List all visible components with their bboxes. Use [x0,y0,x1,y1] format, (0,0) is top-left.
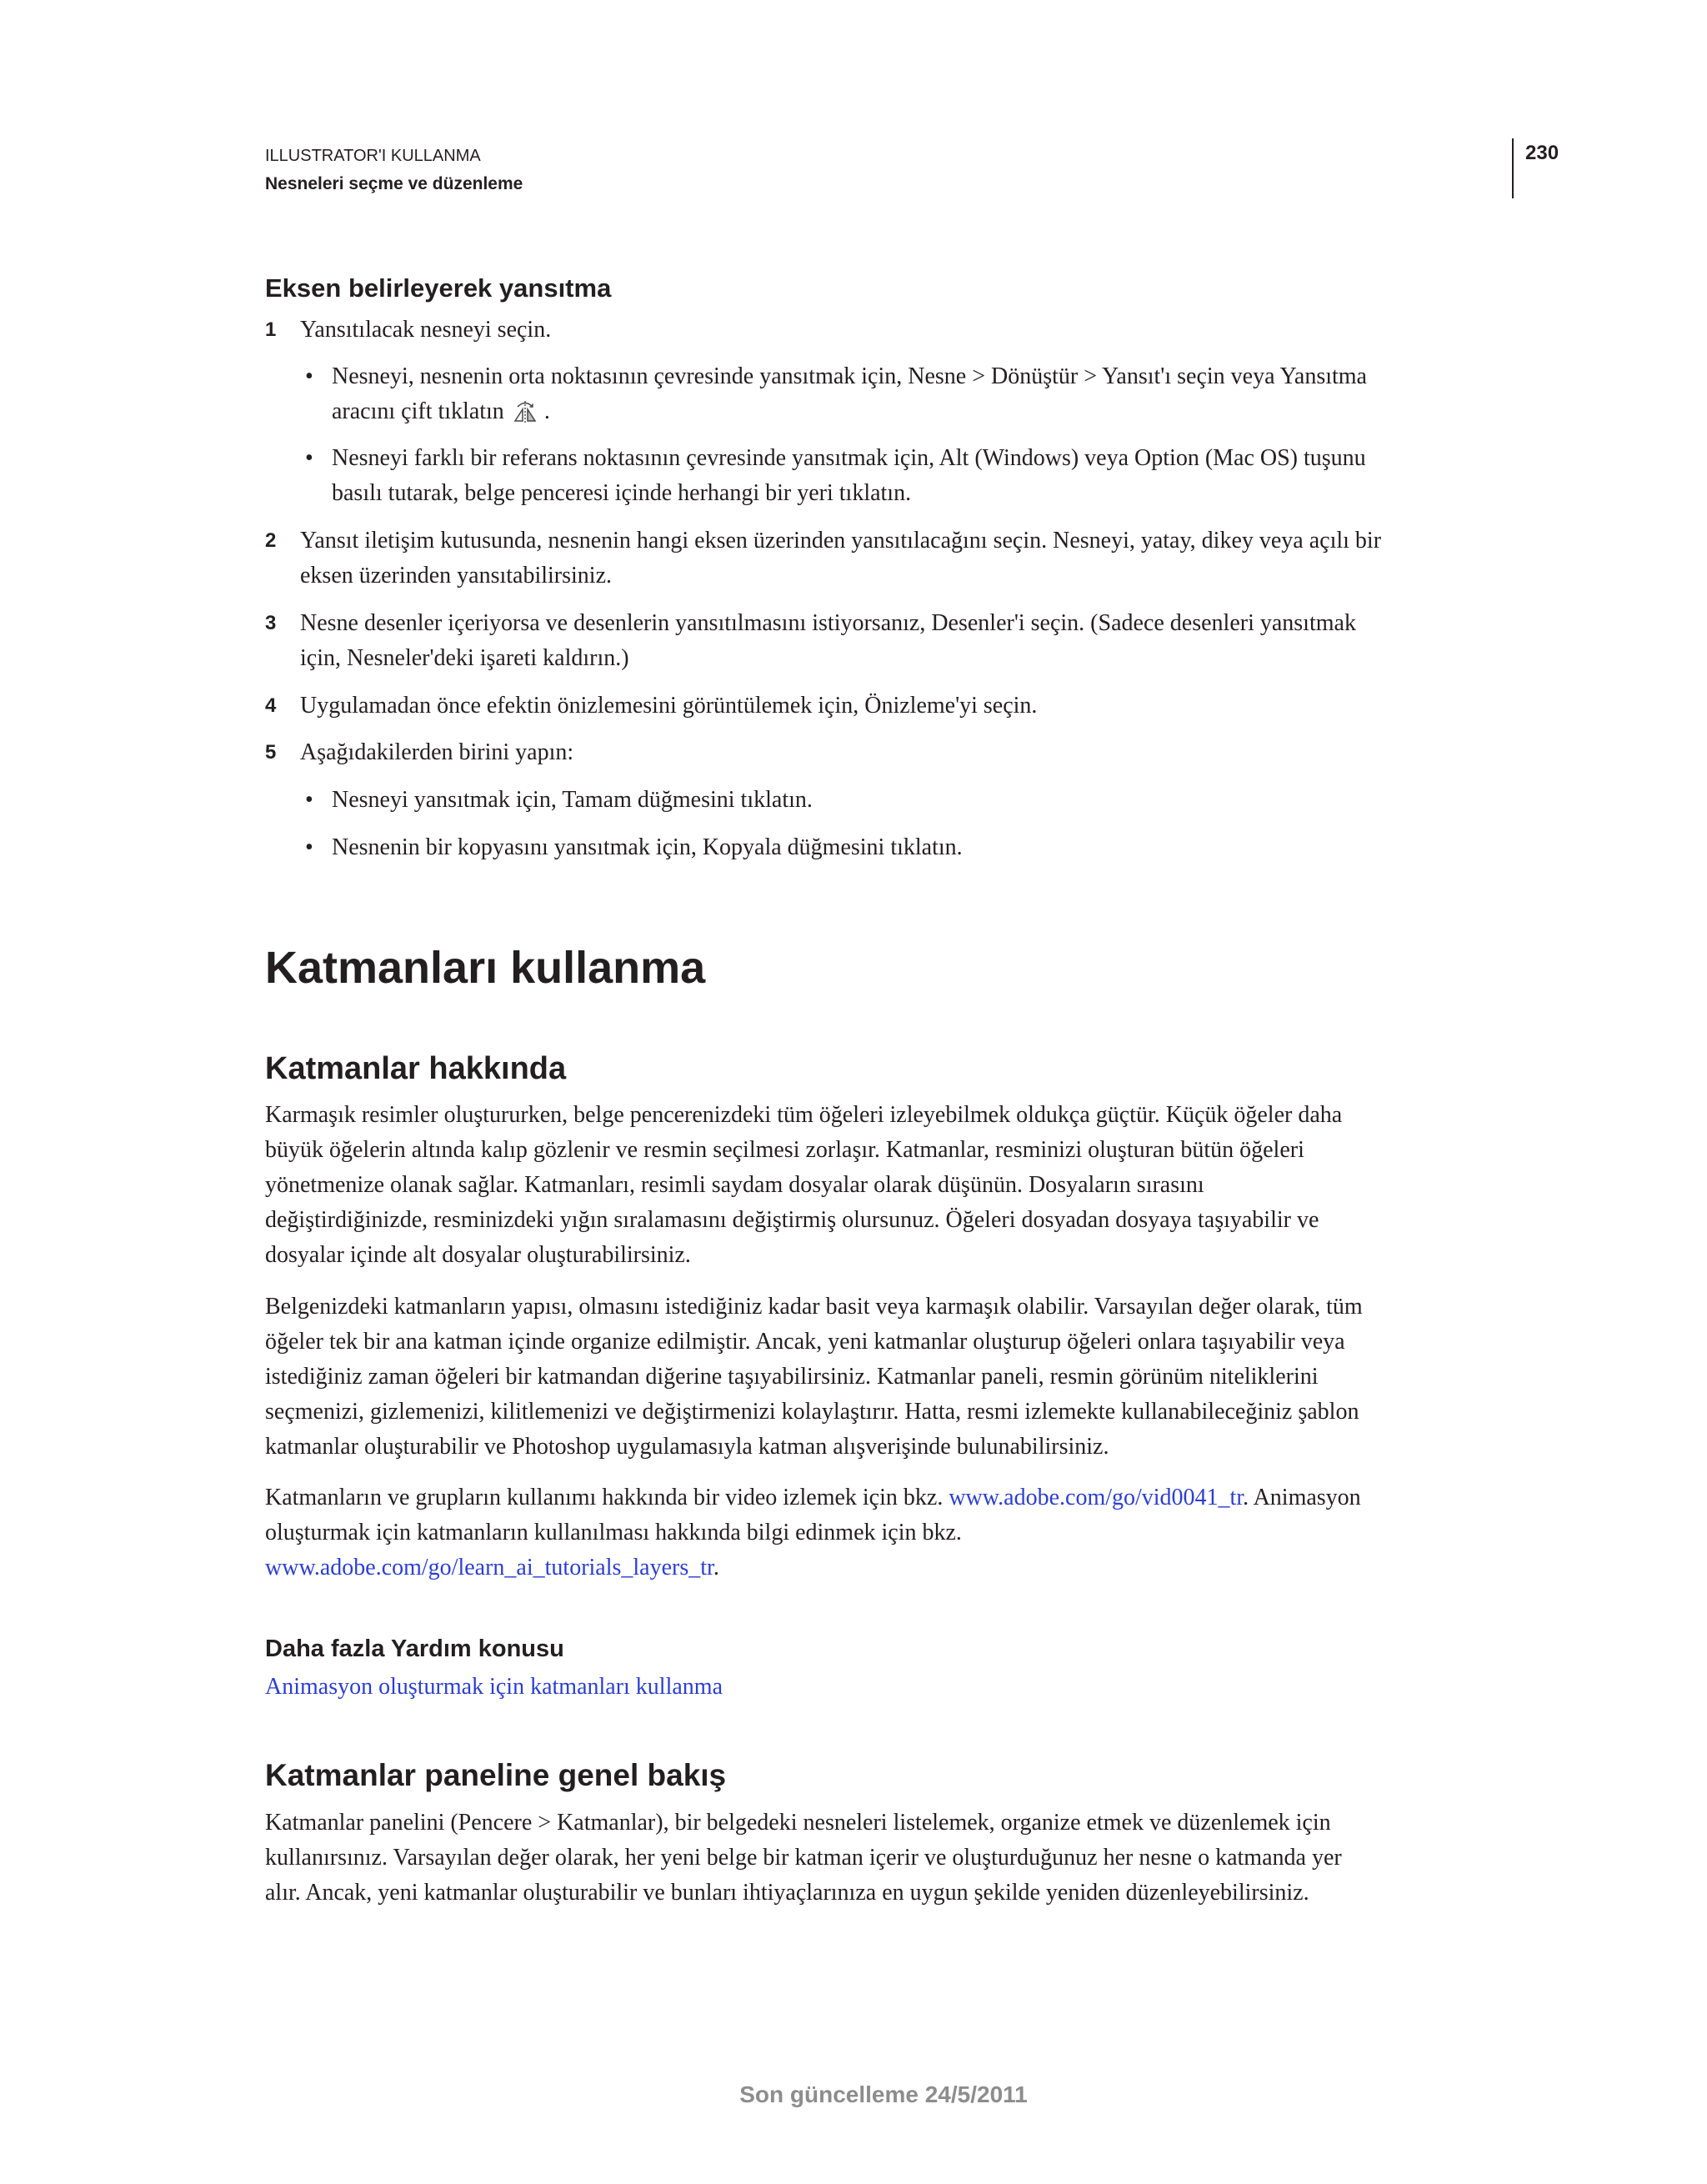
step-2 [265,523,1632,594]
step-5-bullet-1 [305,783,1639,818]
step-text: Yansıtılacak nesneyi seçin. [300,317,552,343]
paragraph-about-1: Karmaşık resimler oluştururken, belge pencerenizdeki tüm öğeleri izleyebilmek oldukça güçtür. Küçük öğeler daha büyük öğelerin altında kalıp gözlenir ve resmin seçilmesi zorlaşır. Katmanlar, resminizi oluşturan bütün öğeleri yönetmenize olanak sağlar. Katmanları, resimli saydam dosyalar olarak düşünün. Dosyaların sırasını değiştirdiğinizde, resminizdeki yığın sıralamasını değiştirmiş olursunuz. Öğeleri dosyadan dosyaya taşıyabilir ve dosyalar içinde alt dosyalar oluşturabilirsiniz. [265,1102,1343,1268]
bullet-text [332,359,1639,429]
step-number: 3 [265,612,277,634]
section-heading-about-layers: Katmanlar hakkında [265,1051,567,1086]
step-1 [265,313,1632,348]
paragraph-text: . Animasyon oluşturmak için katmanların kullanılması hakkında bilgi edinmek için bkz. [265,1485,1361,1545]
reflect-tool-icon [513,398,538,423]
running-header-subtitle: Nesneleri seçme ve düzenleme [265,174,523,193]
step-1-bullet-1 [305,359,1639,429]
related-topics-heading: Daha fazla Yardım konusu [265,1635,564,1662]
step-1-bullet-2 [305,441,1639,511]
video-link[interactable]: www.adobe.com/go/vid0041_tr [949,1485,1244,1510]
step-3 [265,606,1632,676]
bullet-text: • Nesneyi yansıtmak için, Tamam düğmesini tıklatın. [332,787,813,813]
step-number: 2 [265,529,277,552]
bullet-text-main: Nesneyi, nesnenin orta noktasının çevresinde yansıtmak için, Nesne > Dönüştür > Yansıt'ı seçin veya Yansıtma aracını çift tıklatın [332,363,1367,424]
paragraph-video-links [265,1480,1632,1585]
step-text: Aşağıdakilerden birini yapın: [300,739,574,765]
section-heading-reflect: Eksen belirleyerek yansıtma [265,273,612,303]
bullet-text: • Nesneyi farklı bir referans noktasının çevresinde yansıtmak için, Alt (Windows) veya Option (Mac OS) tuşunu basılı tutarak, belge penceresi içinde herhangi bir yeri tıklatın. [332,445,1366,506]
chapter-title: Katmanları kullanma [265,943,706,993]
paragraph-about-2: Belgenizdeki katmanların yapısı, olmasını istediğiniz kadar basit veya karmaşık olabilir. Varsayılan değer olarak, tüm öğeler tek bir ana katman içinde organize edilmiştir. Ancak, yeni katmanlar oluşturup öğeleri onlara taşıyabilir veya istediğiniz zaman öğeleri bir katmandan diğerine taşıyabilirsiniz. Katmanlar paneli, resmin görünüm niteliklerini seçmenizi, gizlemenizi, kilitlemenizi ve değiştirmenizi kolaylaştırır. Hatta, resmi izlemekte kullanabileceğiniz şablon katmanlar oluşturabilir ve Photoshop uygulamasıyla katman alışverişinde bulunabilirsiniz. [265,1294,1363,1460]
step-text: Nesne desenler içeriyorsa ve desenlerin yansıtılmasını istiyorsanız, Desenler'i seçin. (Sadece desenleri yansıtmak için, Nesneler'deki işareti kaldırın.) [300,610,1356,671]
running-header-title: ILLUSTRATOR'I KULLANMA [265,147,481,165]
step-5-bullet-2 [305,830,1639,865]
step-text: Yansıt iletişim kutusunda, nesnenin hangi eksen üzerinden yansıtılacağını seçin. Nesneyi, yatay, dikey veya açılı bir eksen üzerinden yansıtabilirsiniz. [300,528,1382,589]
bullet-text: • Nesnenin bir kopyasını yansıtmak için, Kopyala düğmesini tıklatın. [332,834,963,860]
step-text: Uygulamadan önce efektin önizlemesini görüntülemek için, Önizleme'yi seçin. [300,693,1038,719]
paragraph-text: . [713,1555,719,1580]
step-number: 5 [265,741,277,764]
related-topic-link[interactable]: Animasyon oluşturmak için katmanları kullanma [265,1674,723,1700]
page-number: 230 [1525,142,1559,164]
tutorial-link[interactable]: www.adobe.com/go/learn_ai_tutorials_layers_tr [265,1555,713,1580]
header-divider [1512,138,1514,198]
related-topics-list [265,1670,1632,1705]
paragraph-layers-panel: Katmanlar panelini (Pencere > Katmanlar), bir belgedeki nesneleri listelemek, organize etmek ve düzenlemek için kullanırsınız. Varsayılan değer olarak, her yeni belge bir katman içerir ve oluşturduğunuz her nesne o katmanda yer alır. Ancak, yeni katmanlar oluşturabilir ve bunları ihtiyaçlarınıza en uygun şekilde yeniden düzenleyebilirsiniz. [265,1810,1342,1906]
section-heading-layers-panel: Katmanlar paneline genel bakış [265,1758,727,1792]
step-number: 1 [265,318,277,341]
bullet-text-tail: . [543,398,550,424]
step-4 [265,689,1632,724]
step-number: 4 [265,694,277,717]
paragraph-text: Katmanların ve grupların kullanımı hakkında bir video izlemek için bkz. [265,1485,949,1510]
page-footer: Son güncelleme 24/5/2011 [739,2081,1028,2107]
step-5 [265,735,1632,770]
